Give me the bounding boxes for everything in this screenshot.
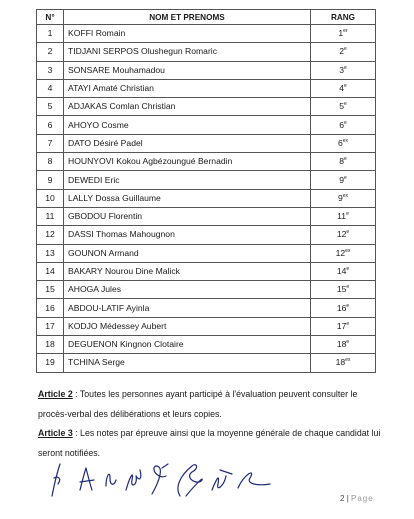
rank-value: 18 [335, 357, 346, 368]
rank-value: 2 [339, 46, 344, 57]
row-number: 18 [37, 336, 64, 354]
rank-suffix: e [346, 229, 350, 236]
rank-suffix: e [346, 339, 350, 346]
row-rank [311, 98, 376, 116]
signature-5 [152, 464, 168, 494]
rank-value: 18 [336, 339, 347, 350]
row-name: DATO Désiré Padel [64, 134, 311, 152]
rank-value: 15 [336, 284, 347, 295]
row-number: 17 [37, 317, 64, 335]
row-rank [311, 153, 376, 171]
rank-suffix: e [344, 83, 347, 90]
row-name: KOFFI Romain [64, 25, 311, 43]
signature-4 [126, 470, 141, 490]
row-name: DEWEDI Eric [64, 171, 311, 189]
row-number: 1 [37, 25, 64, 43]
rank-value: 12 [335, 247, 346, 258]
row-rank [311, 244, 376, 262]
rank-value: 16 [336, 302, 347, 313]
table-row [37, 153, 376, 171]
row-rank [311, 299, 376, 317]
row-name: DASSI Thomas Mahougnon [64, 226, 311, 244]
row-rank [311, 226, 376, 244]
rank-suffix: ex [342, 192, 349, 199]
table-row [37, 171, 376, 189]
table-row [37, 226, 376, 244]
row-name: ADJAKAS Comlan Christian [64, 98, 311, 116]
row-name: GOUNON Armand [64, 244, 311, 262]
rank-suffix: e [346, 284, 350, 291]
signature-3 [106, 474, 116, 486]
rank-suffix: e [344, 101, 347, 108]
rank-value: 11 [337, 211, 347, 222]
table-row [37, 317, 376, 335]
row-name: BAKARY Nourou Dine Malick [64, 262, 311, 280]
signature-6 [178, 465, 202, 496]
rank-suffix: e [346, 211, 349, 218]
row-rank [311, 25, 376, 43]
rank-suffix: ex [345, 357, 351, 364]
article-label: Article 2 [38, 389, 73, 399]
row-number: 12 [37, 226, 64, 244]
table-row [37, 299, 376, 317]
page-footer [340, 494, 374, 503]
signature-7 [212, 470, 232, 490]
rank-suffix: e [346, 320, 350, 327]
row-rank [311, 336, 376, 354]
article-text: : Toutes les personnes ayant participé à l'évaluation peuvent consulter le procès-verbal des délibérations et leurs copies. [38, 389, 358, 419]
table-row [37, 134, 376, 152]
ranking-table [36, 9, 376, 373]
header-rank: RANG [311, 10, 376, 25]
table-row [37, 262, 376, 280]
table-row [37, 25, 376, 43]
row-rank [311, 171, 376, 189]
rank-value: 6 [339, 119, 344, 130]
table-header-row [37, 10, 376, 25]
header-name: NOM ET PRENOMS [64, 10, 311, 25]
article-text: : Les notes par épreuve ainsi que la moyenne générale de chaque candidat lui seront notifiées. [38, 428, 381, 458]
rank-suffix: e [346, 302, 350, 309]
row-rank [311, 317, 376, 335]
page-word: Page [351, 494, 374, 503]
row-number: 6 [37, 116, 64, 134]
row-number: 19 [37, 354, 64, 372]
row-rank [311, 262, 376, 280]
signatures [44, 456, 284, 502]
row-name: HOUNYOVI Kokou Agbézoungué Bernadin [64, 153, 311, 171]
row-name: KODJO Médessey Aubert [64, 317, 311, 335]
table-body [37, 25, 376, 373]
row-number: 7 [37, 134, 64, 152]
table-row [37, 281, 376, 299]
rank-suffix: e [344, 156, 347, 163]
rank-value: 17 [336, 320, 347, 331]
row-name: TIDJANI SERPOS Olushegun Romaric [64, 43, 311, 61]
row-name: ATAYI Amaté Christian [64, 79, 311, 97]
rank-value: 5 [339, 101, 344, 112]
row-rank [311, 189, 376, 207]
row-number: 5 [37, 98, 64, 116]
rank-suffix: er [343, 28, 348, 35]
row-number: 10 [37, 189, 64, 207]
row-rank [311, 116, 376, 134]
rank-value: 6 [337, 137, 343, 148]
row-name: ABDOU-LATIF Ayinla [64, 299, 311, 317]
rank-value: 8 [339, 156, 344, 167]
table-row [37, 244, 376, 262]
page-number: 2 [340, 494, 345, 503]
row-number: 11 [37, 207, 64, 225]
row-rank [311, 207, 376, 225]
table-row [37, 98, 376, 116]
table-row [37, 79, 376, 97]
article-label: Article 3 [38, 428, 73, 438]
row-name: TCHINA Serge [64, 354, 311, 372]
row-number: 2 [37, 43, 64, 61]
table-row [37, 336, 376, 354]
rank-value: 9 [337, 192, 343, 203]
table-row [37, 354, 376, 372]
page-separator: | [346, 494, 349, 503]
rank-suffix: e [344, 174, 347, 181]
row-name: GBODOU Florentin [64, 207, 311, 225]
rank-value: 4 [339, 83, 344, 94]
article-2 [38, 385, 383, 424]
row-rank [311, 43, 376, 61]
row-rank [311, 61, 376, 79]
rank-value: 1 [338, 28, 344, 39]
rank-suffix: ex [342, 137, 349, 144]
signature-2 [80, 468, 94, 490]
row-rank [311, 354, 376, 372]
rank-suffix: e [344, 46, 347, 53]
rank-value: 12 [336, 229, 347, 240]
header-num: N° [37, 10, 64, 25]
signature-8 [238, 473, 270, 488]
row-rank [311, 281, 376, 299]
row-name: LALLY Dossa Guillaume [64, 189, 311, 207]
row-number: 8 [37, 153, 64, 171]
row-number: 16 [37, 299, 64, 317]
rank-suffix: e [344, 64, 347, 71]
row-name: DEGUENON Kingnon Clotaire [64, 336, 311, 354]
row-number: 15 [37, 281, 64, 299]
row-number: 3 [37, 61, 64, 79]
table-row [37, 116, 376, 134]
rank-suffix: e [346, 266, 350, 272]
row-number: 13 [37, 244, 64, 262]
rank-value: 14 [336, 266, 347, 276]
row-number: 9 [37, 171, 64, 189]
row-number: 4 [37, 79, 64, 97]
row-name: SONSARE Mouhamadou [64, 61, 311, 79]
row-name: AHOGA Jules [64, 281, 311, 299]
articles-section [38, 385, 383, 463]
table-row [37, 189, 376, 207]
table-row [37, 61, 376, 79]
table-row [37, 207, 376, 225]
rank-value: 3 [339, 64, 344, 75]
rank-suffix: ex [345, 247, 351, 254]
row-name: AHOYO Cosme [64, 116, 311, 134]
table-row [37, 43, 376, 61]
row-rank [311, 79, 376, 97]
signature-1 [52, 464, 60, 496]
row-number: 14 [37, 262, 64, 280]
row-rank [311, 134, 376, 152]
rank-value: 9 [339, 174, 344, 185]
rank-suffix: e [344, 119, 347, 126]
